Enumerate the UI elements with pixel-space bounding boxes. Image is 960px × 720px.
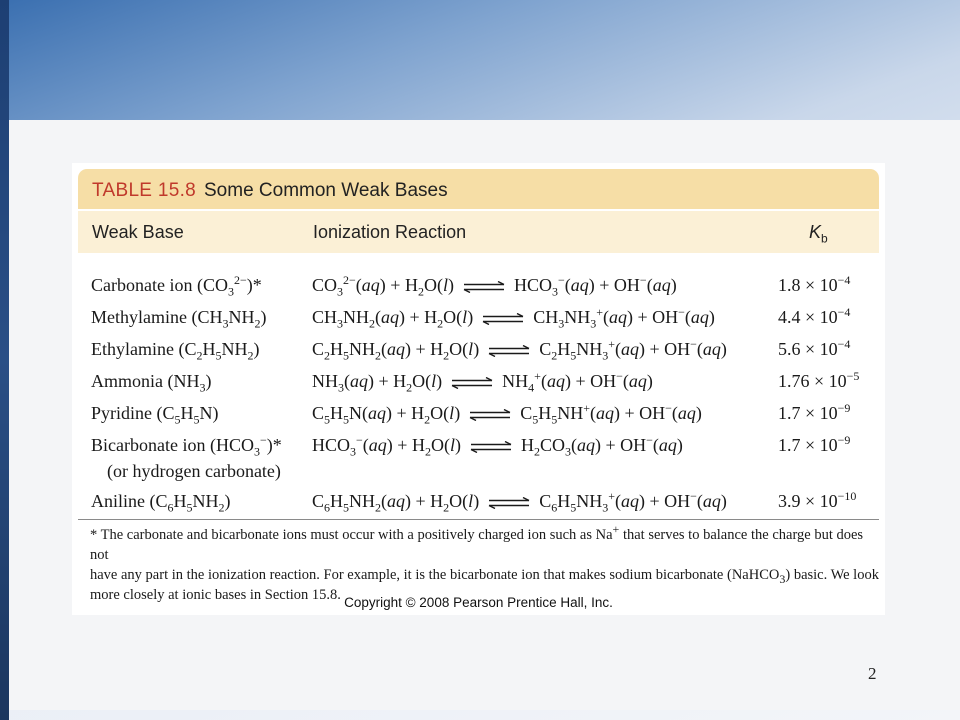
base-name-note: (or hydrogen carbonate) bbox=[107, 461, 281, 481]
header-weak-base: Weak Base bbox=[92, 222, 184, 242]
table-footnote: * The carbonate and bicarbonate ions must occur with a positively charged ion such as Na+ that serves to balance the charge but does not have any part in the ionization reaction. For example, it is the bicarbonate ion that makes sodium bicarbonate (NaHCO$_3$) basic. We look more closely at ionic bases in Section 15.8. bbox=[90, 522, 879, 603]
footnote-divider bbox=[78, 519, 879, 520]
kb-value: $1.8 \times 10^{-4}$ bbox=[778, 273, 851, 295]
equilibrium-arrow-icon bbox=[487, 345, 531, 357]
header-ionization-reaction: Ionization Reaction bbox=[313, 222, 467, 242]
reaction: $C_5H_5N(aq) + H_2O(l) C_5H_5NH^+(aq) + OH^-(aq)$ bbox=[312, 401, 702, 427]
table-row bbox=[72, 485, 885, 515]
slide-number: 2 bbox=[868, 664, 877, 683]
kb-value: $1.7 \times 10^{-9}$ bbox=[778, 433, 851, 455]
reaction: $CH_3NH_2(aq) + H_2O(l) CH_3NH_3^+(aq) + OH^-(aq)$ bbox=[312, 305, 715, 331]
base-name: Ammonia $(NH_3)$ bbox=[91, 371, 212, 395]
equilibrium-arrow-icon bbox=[487, 497, 531, 509]
equilibrium-arrow-icon bbox=[450, 377, 494, 389]
reaction: $C_2H_5NH_2(aq) + H_2O(l) C_2H_5NH_3^+(aq) + OH^-(aq)$ bbox=[312, 337, 727, 363]
table-row bbox=[72, 365, 885, 395]
base-name: Methylamine $(CH_3NH_2)$ bbox=[91, 307, 267, 331]
kb-value: $4.4 \times 10^{-4}$ bbox=[778, 305, 851, 327]
equilibrium-arrow-icon bbox=[462, 281, 506, 293]
table-row bbox=[72, 429, 885, 485]
left-edge-strip bbox=[0, 0, 9, 720]
reaction: $HCO_3^-(aq) + H_2O(l) H_2CO_3(aq) + OH^-(aq)$ bbox=[312, 433, 683, 459]
copyright-notice: Copyright © 2008 Pearson Prentice Hall, Inc. bbox=[344, 595, 613, 610]
reaction: $NH_3(aq) + H_2O(l) NH_4^+(aq) + OH^-(aq)$ bbox=[312, 369, 653, 395]
kb-value: $1.7 \times 10^{-9}$ bbox=[778, 401, 851, 423]
table-row bbox=[72, 269, 885, 299]
equilibrium-arrow-icon bbox=[481, 313, 525, 325]
table-row bbox=[72, 397, 885, 427]
table-row bbox=[72, 301, 885, 331]
reaction: $CO_3^{2-}(aq) + H_2O(l) HCO_3^-(aq) + OH^-(aq)$ bbox=[312, 273, 677, 299]
kb-value: $3.9 \times 10^{-10}$ bbox=[778, 489, 857, 511]
header-kb: $K_b$ bbox=[809, 222, 828, 246]
base-name: Aniline $(C_6H_5NH_2)$ bbox=[91, 491, 231, 515]
kb-value: $5.6 \times 10^{-4}$ bbox=[778, 337, 851, 359]
table-title: Some Common Weak Bases bbox=[204, 180, 448, 201]
reaction: $C_6H_5NH_2(aq) + H_2O(l) C_6H_5NH_3^+(aq) + OH^-(aq)$ bbox=[312, 489, 727, 515]
table-title-bar bbox=[78, 169, 879, 209]
table-number: TABLE 15.8 bbox=[92, 180, 197, 201]
table-header-row bbox=[78, 211, 879, 253]
table-row bbox=[72, 333, 885, 363]
base-name: Ethylamine $(C_2H_5NH_2)$ bbox=[91, 339, 260, 363]
kb-value: $1.76 \times 10^{-5}$ bbox=[778, 369, 860, 391]
equilibrium-arrow-icon bbox=[469, 441, 513, 453]
table-card bbox=[72, 163, 885, 615]
base-name: Carbonate ion $(CO_3^{2-})*$ bbox=[91, 273, 262, 299]
base-name: Pyridine $(C_5H_5N)$ bbox=[91, 403, 219, 427]
equilibrium-arrow-icon bbox=[468, 409, 512, 421]
base-name: Bicarbonate ion $(HCO_3^-)*$ bbox=[91, 433, 282, 459]
